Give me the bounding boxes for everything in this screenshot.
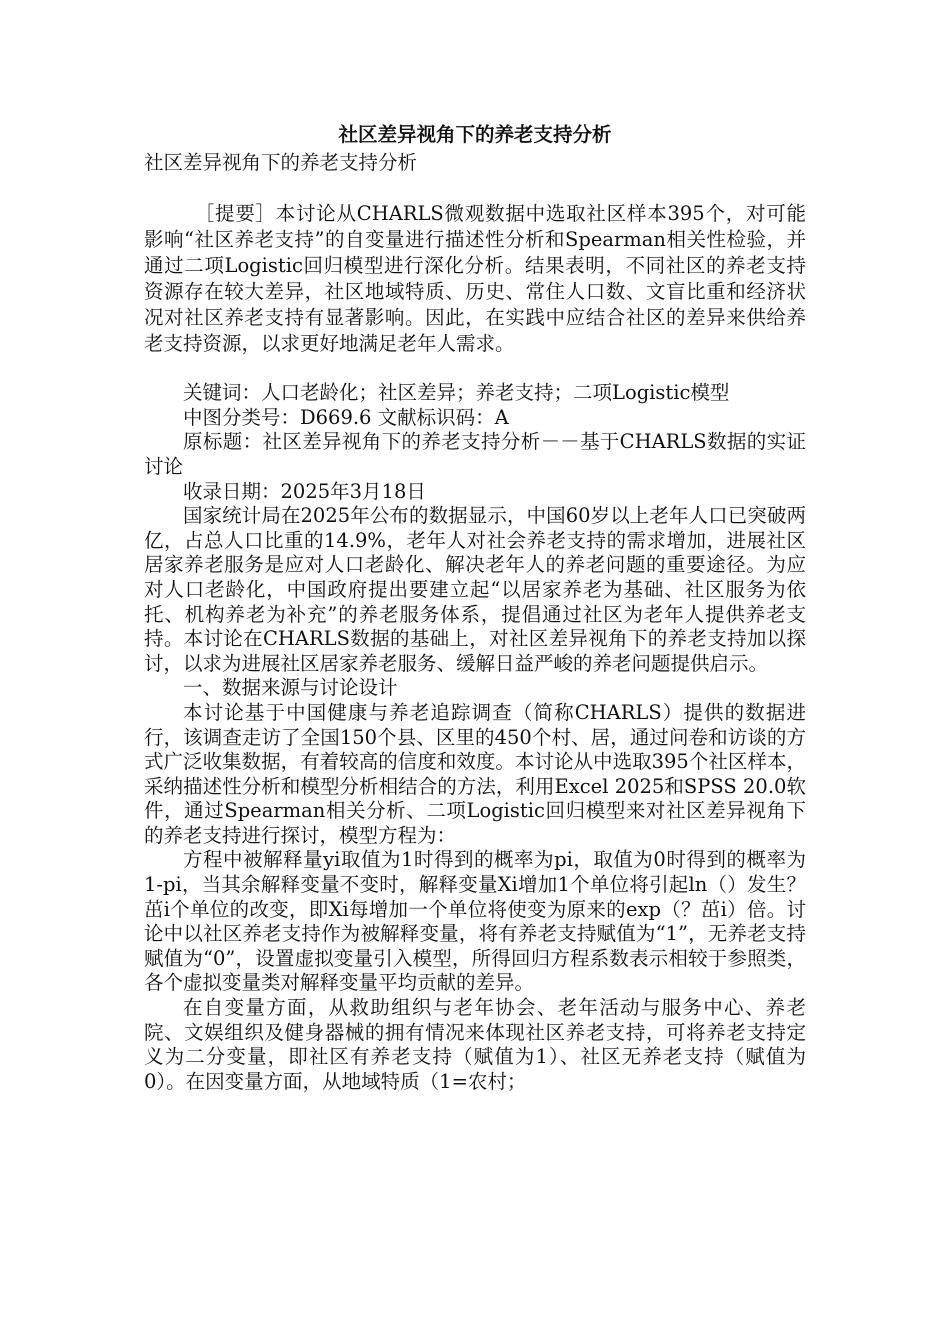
body-paragraph: 在自变量方面，从救助组织与老年协会、老年活动与服务中心、养老院、文娱组织及健身器械的拥有情况来体现社区养老支持，可将养老支持定义为二分变量，即社区有养老支持（赋值为1）、社区无养老支持（赋值为0）。在因变量方面，从地域特质（1=农村；	[144, 996, 806, 1093]
body-paragraph: 方程中被解释量yi取值为1时得到的概率为pi，取值为0时得到的概率为1-pi，当其余解释变量不变时，解释变量Xi增加1个单位将引起ln（）发生？茁i个单位的改变，即Xi每增加一个单位将使变为原来的exp（？茁i）倍。讨论中以社区养老支持作为被解释变量，将有养老支持赋值为“1”，无养老支持赋值为“0”，设置虚拟变量引入模型，所得回归方程系数表示相较于参照类，各个虚拟变量类对解释变量平均贡献的差异。	[144, 848, 806, 995]
section-heading: 一、数据来源与讨论设计	[183, 676, 398, 700]
document-title: 社区差异视角下的养老支持分析	[338, 123, 612, 146]
abstract-paragraph: ［提要］本讨论从CHARLS微观数据中选取社区样本395个，对可能影响“社区养老支持”的自变量进行描述性分析和Spearman相关性检验，并通过二项Logistic回归模型进行深化分析。结果表明，不同社区的养老支持资源存在较大差异，社区地域特质、历史、常住人口数、文盲比重和经济状况对社区养老支持有显著影响。因此，在实践中应结合社区的差异来供给养老支持资源，以求更好地满足老年人需求。	[144, 201, 806, 355]
classification-line: 中图分类号：D669.6 文献标识码：A	[183, 405, 509, 429]
blank-line	[144, 176, 806, 201]
intro-paragraph: 国家统计局在2025年公布的数据显示，中国60岁以上老年人口已突破两亿，占总人口比重的14.9%，老年人对社会养老支持的需求增加，进展社区居家养老服务是应对人口老龄化、解决老年人的养老问题的重要途径。为应对人口老龄化，中国政府提出要建立起“以居家养老为基础、社区服务为依托、机构养老为补充”的养老服务体系，提倡通过社区为老年人提供养老支持。本讨论在CHARLS数据的基础上，对社区差异视角下的养老支持加以探讨，以求为进展社区居家养老服务、缓解日益严峻的养老问题提供启示。	[144, 504, 806, 675]
original-title-line: 原标题：社区差异视角下的养老支持分析－－基于CHARLS数据的实证讨论	[144, 430, 806, 478]
document-subtitle: 社区差异视角下的养老支持分析	[144, 151, 418, 174]
body-paragraph: 本讨论基于中国健康与养老追踪调查（简称CHARLS）提供的数据进行，该调查走访了全国150个县、区里的450个村、居，通过问卷和访谈的方式广泛收集数据，有着较高的信度和效度。本讨论从中选取395个社区样本，采纳描述性分析和模型分析相结合的方法，利用Excel 2025和SPSS 20.0软件，通过Spearman相关分析、二项Logistic回归模型来对社区差异视角下的养老支持进行探讨，模型方程为：	[144, 700, 806, 847]
keywords-line: 关键词：人口老龄化；社区差异；养老支持；二项Logistic模型	[183, 381, 730, 405]
document-body	[144, 122, 806, 1094]
received-date-line: 收录日期：2025年3月18日	[183, 479, 426, 503]
blank-line	[144, 357, 806, 382]
